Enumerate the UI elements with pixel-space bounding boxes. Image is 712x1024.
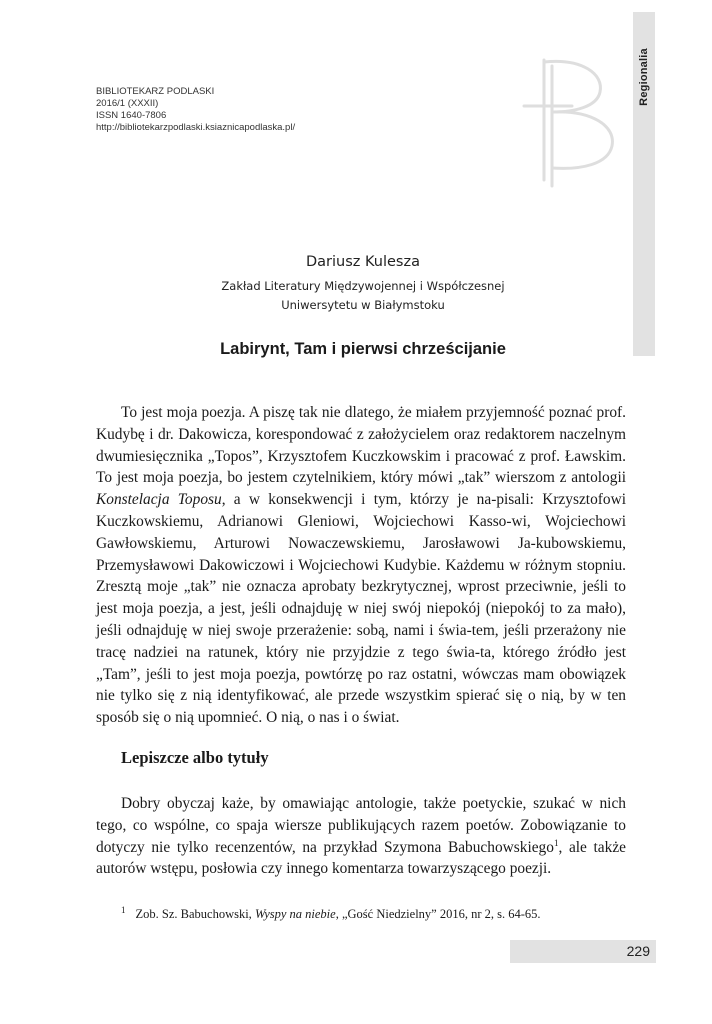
footnote: [121, 902, 621, 922]
footnote-book-title: Wyspy na niebie: [254, 907, 336, 922]
journal-masthead: [96, 86, 295, 134]
paragraph-1-text-a: To jest moja poezja. A piszę tak nie dlatego, że miałem przyjemność poznać prof. Kudybę i dr. Dakowicza, korespondować z założycielem oraz redaktorem naczelnym dwumiesięcznika „Topos”, Krzysztofem Kuczkowskim i pracować z prof. Ławskim. To jest moja poezja, bo jestem czytelnikiem, który mówi „tak” wierszom z antologii: [96, 404, 626, 487]
section-tab-label-wrap: [633, 12, 655, 142]
author-affiliation-line2: Uniwersytetu w Białymstoku: [281, 298, 445, 312]
body-paragraph-2: [96, 793, 626, 880]
journal-url[interactable]: http://bibliotekarzpodlaski.ksiaznicapodlaska.pl/: [96, 122, 296, 133]
footnote-text-a: Zob. Sz. Babuchowski,: [135, 907, 255, 922]
body-paragraph-1: [96, 402, 626, 729]
journal-issue: 2016/1 (XXXII): [96, 98, 159, 109]
section-tab-label: Regionalia: [638, 48, 650, 106]
journal-name: BIBLIOTEKARZ PODLASKI: [96, 86, 215, 97]
paragraph-2-text-a: Dobry obyczaj każe, by omawiając antologie, także poetyckie, szukać w nich tego, co wspólne, co spaja wiersze publikujących razem poetów. Zobowiązanie to dotyczy nie tylko recenzentów, na przykład Szymona Babuchowskiego: [96, 795, 626, 856]
section-heading: Lepiszcze albo tytuły: [121, 748, 269, 767]
bp-monogram-logo-icon: [512, 52, 622, 188]
footnote-reference[interactable]: 1: [553, 837, 559, 848]
footnote-number: 1: [121, 905, 126, 915]
article-title: Labirynt, Tam i pierwsi chrześcijanie: [220, 340, 506, 358]
paragraph-1-text-b: , a w konsekwencji i tym, którzy je na-pisali: Krzysztofowi Kuczkowskiemu, Adrianowi Gleniowi, Wojciechowi Kasso-wi, Wojciechowi Gawłowskiemu, Arturowi Nowaczewskiemu, Jarosławowi Ja-kubowskiemu, Przemysławowi Dakowiczowi i Wojciechowi Kudybie. Każdemu w różnym stopniu. Zresztą moje „tak” nie oznacza aprobaty bezkrytycznej, wprost przeciwnie, jeśli to jest moja poezja, a jest, jeśli odnajduję w niej swój niepokój (niepokój to za mało), jeśli odnajduję w niej swoje przerażenie: sobą, nami i świa-tem, jeśli przerażony nie tracę nadziei na ratunek, który nie przyjdzie z tego świa-ta, którego źródło jest „Tam”, jeśli to jest moja poezja, powtórzę po raz ostatni, wówczas mam obowiązek nie tylko się z nią identyfikować, ale przede wszystkim spierać się o nią, by w ten sposób się o nią upomnieć. O nią, o nas i o świat.: [96, 491, 626, 727]
paragraph-2-text-b: , ale także autorów wstępu, posłowia czy innego komentarza towarzyszącego poezji.: [96, 838, 626, 878]
page-number: 229: [626, 943, 650, 959]
anthology-title: Konstelacja Toposu: [96, 491, 222, 509]
footnote-text-b: , „Gość Niedzielny” 2016, nr 2, s. 64-65.: [335, 907, 541, 922]
author-name: Dariusz Kulesza: [306, 254, 420, 270]
journal-issn: ISSN 1640-7806: [96, 110, 167, 121]
author-affiliation-line1: Zakład Literatury Międzywojennej i Współczesnej: [221, 279, 505, 293]
